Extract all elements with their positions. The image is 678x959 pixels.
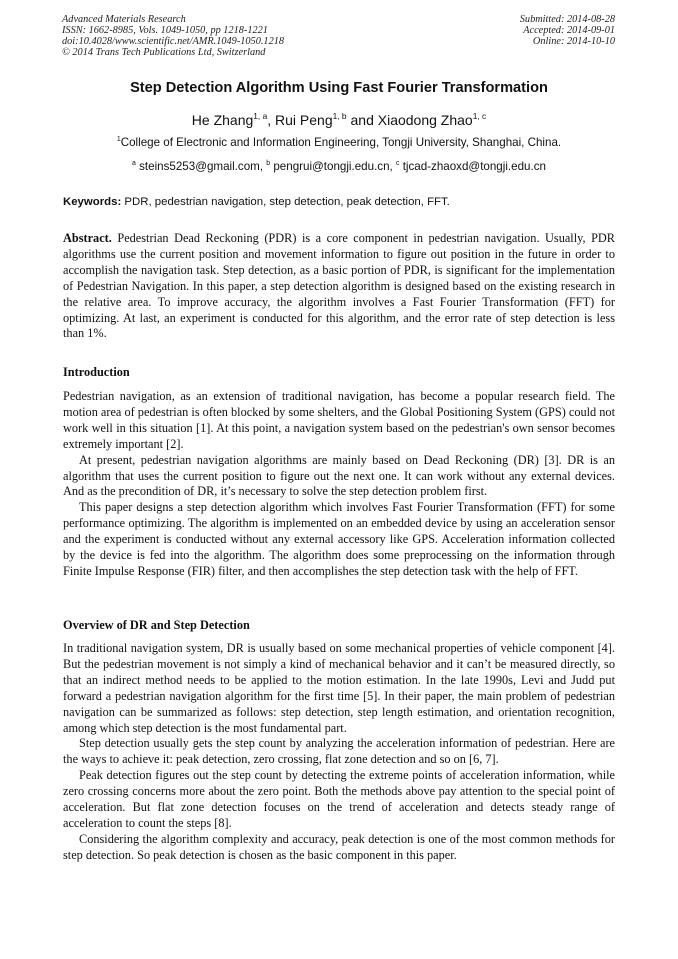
submitted-date: Submitted: 2014-08-28 — [519, 14, 615, 25]
author-list — [0, 112, 678, 128]
email-marker: a — [132, 160, 136, 168]
paragraph: At present, pedestrian navigation algorithms are mainly based on Dead Reckoning (DR) [3]. DR is an algorithm that uses the current position to figure out the next one. It can work without any external devices. And as the precondition of DR, it’s necessary to solve the step detection problem first. — [63, 452, 615, 499]
email-address[interactable]: pengrui@tongji.edu.cn, — [270, 160, 396, 173]
paragraph: Pedestrian navigation, as an extension of traditional navigation, has become a popular research field. The motion area of pedestrian is often blocked by some shelters, and the Global Positioning System (GPS) could not work well in this situation [1]. At this point, a navigation system based on the pedestrian's own sensor becomes extremely important [2]. — [63, 389, 615, 451]
online-date: Online: 2014-10-10 — [532, 36, 615, 48]
email-address[interactable]: tjcad-zhaoxd@tongji.edu.cn — [399, 160, 546, 173]
journal-name: Advanced Materials Research — [62, 14, 186, 25]
email-marker: b — [266, 160, 271, 168]
paragraph: This paper designs a step detection algorithm which involves Fast Fourier Transformation (FFT) for some performance optimizing. The algorithm is implemented on an embedded device by using an acceleration sensor and the experiment is conducted without any external accessory like GPS. Acceleration information collected by the device is fed into the algorithm. The algorithm does some preprocessing on the information through Finite Impulse Response (FIR) filter, and then accomplishes the step detection task with the help of FFT. — [63, 500, 615, 578]
affiliation-text: College of Electronic and Information Engineering, Tongji University, Shanghai, China. — [120, 136, 562, 149]
author-affiliation-marker: 1, b — [332, 111, 347, 122]
email-address[interactable]: steins5253@gmail.com, — [135, 160, 267, 173]
journal-issn: ISSN: 1662-8985, Vols. 1049-1050, pp 1218-1221 — [62, 25, 268, 37]
keywords — [63, 196, 615, 208]
author-name: He Zhang — [191, 112, 254, 128]
author-separator: , — [267, 112, 276, 128]
abstract-text: Pedestrian Dead Reckoning (PDR) is a core component in pedestrian navigation. Usually, PDR algorithms use the current position and movement information to figure out position in the future in order to accomplish the navigation task. Step detection, as a basic portion of PDR, is significant for the implementation of Pedestrian Navigation. In this paper, a step detection algorithm is designed based on the existing research in the relative area. To improve accuracy, the algorithm involves a Fast Fourier Transformation (FFT) for optimizing. At last, an experiment is conducted for this algorithm, and the error rate of step detection is less than 1%. — [63, 231, 615, 341]
author-affiliation-marker: 1, c — [472, 111, 487, 122]
journal-doi: doi:10.4028/www.scientific.net/AMR.1049-1050.1218 — [62, 36, 285, 48]
journal-copyright: © 2014 Trans Tech Publications Ltd, Switzerland — [62, 47, 266, 59]
paper-title: Step Detection Algorithm Using Fast Fourier Transformation — [130, 80, 548, 96]
paragraph: Step detection usually gets the step count by analyzing the acceleration information of pedestrian. Here are the ways to achieve it: peak detection, zero crossing, flat zone detection and so on [6, 7]. — [63, 736, 615, 767]
journal-header-right — [520, 14, 615, 47]
email-marker: c — [395, 160, 400, 168]
keywords-text: PDR, pedestrian navigation, step detection, peak detection, FFT. — [121, 196, 450, 208]
affiliation — [0, 136, 678, 149]
paragraph: Considering the algorithm complexity and accuracy, peak detection is one of the most common methods for step detection. So peak detection is chosen as the basic component in this paper. — [63, 831, 615, 862]
introduction-heading: Introduction — [63, 365, 130, 379]
paragraph: Peak detection figures out the step count by detecting the extreme points of acceleration information, while zero crossing concerns more about the zero point. Both the methods above pay attention to the special point of acceleration. But flat zone detection focuses on the trend of acceleration and detects steady range of acceleration to count the steps [8]. — [63, 768, 615, 830]
author-emails — [0, 160, 678, 173]
accepted-date: Accepted: 2014-09-01 — [523, 25, 615, 37]
affiliation-marker: 1 — [116, 136, 121, 144]
journal-header-left — [62, 14, 284, 58]
overview-section — [63, 641, 615, 864]
keywords-label: Keywords: — [63, 196, 122, 208]
author-affiliation-marker: 1, a — [253, 111, 268, 122]
introduction-section — [63, 389, 615, 580]
paragraph: In traditional navigation system, DR is usually based on some mechanical properties of vehicle component [4]. But the pedestrian movement is not simply a kind of mechanical behavior and it can’t be measured directly, so that an indirect method needs to be applied to the motion estimation. In the late 1990s, Levi and Judd put forward a pedestrian navigation algorithm for the first time [5]. In their paper, the main problem of pedestrian navigation can be summarized as follows: step detection, step length estimation, and orientation recognition, among which step detection is the most fundamental part. — [63, 641, 615, 735]
abstract — [63, 231, 615, 342]
author-name: Xiaodong Zhao — [377, 112, 473, 128]
author-separator: and — [346, 112, 378, 128]
author-name: Rui Peng — [275, 112, 333, 128]
overview-heading: Overview of DR and Step Detection — [63, 618, 250, 632]
abstract-label: Abstract. — [63, 231, 112, 245]
